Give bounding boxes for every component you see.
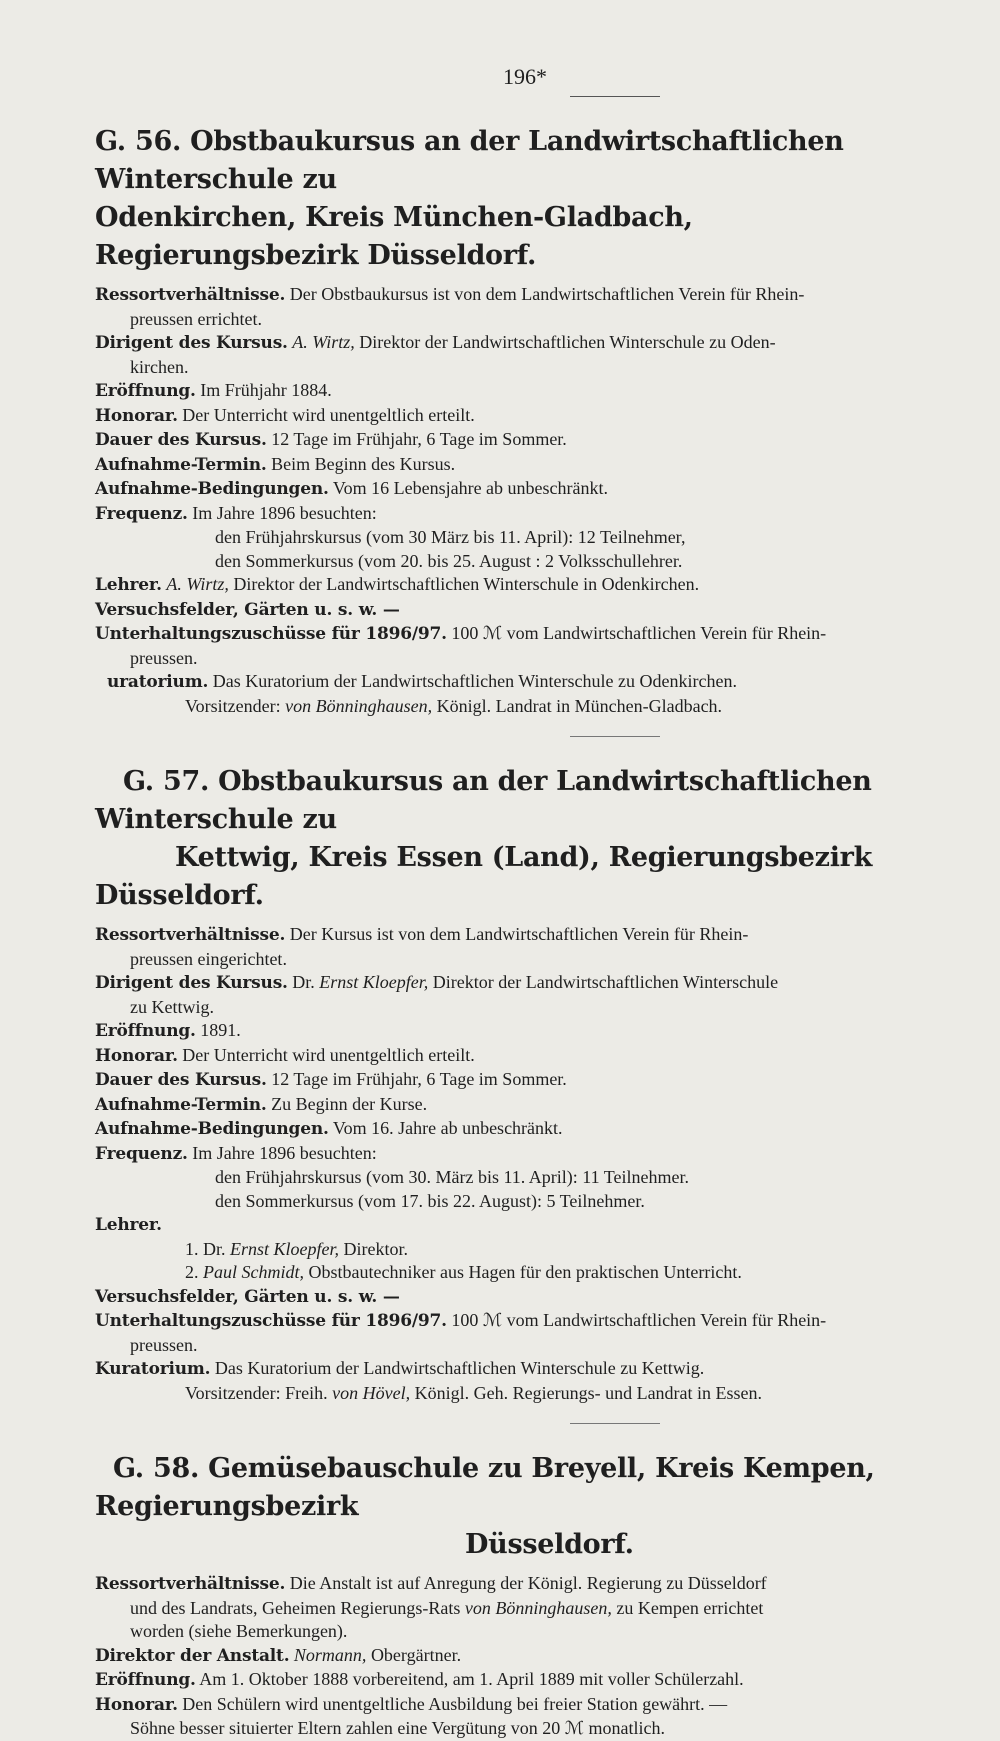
entry-text: Das Kuratorium der Landwirtschaftlichen Winterschule zu Kettwig. <box>214 1358 705 1378</box>
entry-key: Unterhaltungszuschüsse für 1896/97. <box>95 1311 447 1331</box>
section-separator <box>570 736 660 737</box>
bedingungen-entry <box>95 1117 955 1142</box>
bedingungen-entry <box>95 477 955 502</box>
versuch-entry <box>95 598 955 623</box>
person-name: Normann, <box>293 1644 367 1665</box>
entry-key: Ressortverhältnisse. <box>95 285 286 305</box>
section-g56 <box>95 123 955 718</box>
entry-key: Frequenz. <box>95 503 188 524</box>
zuschuss-entry <box>95 622 955 670</box>
entry-text: Vorsitzender: <box>185 695 281 716</box>
entry-key: Eröffnung. <box>95 1021 196 1041</box>
entry-text: Vorsitzender: Freih. <box>185 1382 328 1403</box>
termin-entry <box>95 1093 955 1118</box>
entry-key: Frequenz. <box>95 1143 188 1164</box>
entry-text: Am 1. Oktober 1888 vorbereitend, am 1. April 1889 mit voller Schülerzahl. <box>199 1669 744 1689</box>
entry-key: Dauer des Kursus. <box>95 430 267 450</box>
title-line-2: Kettwig, Kreis Essen (Land), Regierungsbezirk Düsseldorf. <box>95 842 873 911</box>
entry-text: Der Unterricht wird unentgeltlich erteilt. <box>182 1044 475 1065</box>
entry-text: Im Frühjahr 1884. <box>200 380 332 400</box>
zuschuss-entry <box>95 1309 955 1357</box>
entry-text: Den Schülern wird unentgeltliche Ausbildung bei freier Station gewährt. — <box>182 1693 728 1714</box>
entry-text: 12 Tage im Frühjahr, 6 Tage im Sommer. <box>271 429 567 449</box>
honorar-entry <box>95 404 955 429</box>
title-line-2: Odenkirchen, Kreis München-Gladbach, Regierungsbezirk Düsseldorf. <box>95 202 693 271</box>
entry-key: Dirigent des Kursus. <box>95 973 288 993</box>
entry-key: Eröffnung. <box>95 381 196 401</box>
entry-key: Honorar. <box>95 405 178 426</box>
entry-key: Aufnahme-Bedingungen. <box>95 479 329 499</box>
person-name: Ernst Kloepfer, <box>319 972 429 992</box>
person-name: A. Wirtz, <box>292 332 355 352</box>
entry-text: worden (siehe Bemerkungen). <box>130 1621 348 1641</box>
dauer-entry <box>95 1068 955 1093</box>
entry-text: preussen. <box>130 1334 198 1355</box>
entry-key: Lehrer. <box>95 575 162 595</box>
dirigent-entry <box>95 331 955 379</box>
entry-text: Königl. Landrat in München-Gladbach. <box>436 695 723 716</box>
lehrer-item <box>95 1261 955 1285</box>
kuratorium-entry <box>95 670 955 695</box>
entry-key: Versuchsfelder, Gärten u. s. w. — <box>95 1286 400 1307</box>
entry-text: 1. Dr. <box>185 1238 226 1259</box>
lehrer-item <box>95 1238 955 1262</box>
entry-text: zu Kempen errichtet <box>616 1597 764 1618</box>
versuch-entry <box>95 1285 955 1310</box>
entry-key: Unterhaltungszuschüsse für 1896/97. <box>95 624 447 644</box>
entry-text: zu Kettwig. <box>130 996 214 1017</box>
direktor-entry <box>95 1644 955 1669</box>
page-number: 196* <box>503 64 547 89</box>
entry-text: Direktor der Landwirtschaftlichen Winterschule zu Oden- <box>359 332 776 352</box>
entry-text: Im Jahre 1896 besuchten: <box>192 1142 377 1163</box>
entry-key: Honorar. <box>95 1045 178 1066</box>
entry-text: preussen eingerichtet. <box>130 948 287 969</box>
entry-text: Vom 16. Jahre ab unbeschränkt. <box>332 1118 563 1138</box>
entry-key: Eröffnung. <box>95 1670 196 1690</box>
frequenz-entry <box>95 1142 955 1167</box>
person-name: A. Wirtz, <box>166 574 229 594</box>
entry-key: Aufnahme-Termin. <box>95 1094 267 1115</box>
ressort-entry <box>95 1572 955 1644</box>
termin-entry <box>95 453 955 478</box>
entry-text: Die Anstalt ist auf Anregung der Königl. Regierung zu Düsseldorf <box>289 1573 767 1593</box>
entry-key: Aufnahme-Bedingungen. <box>95 1119 329 1139</box>
entry-key: Lehrer. <box>95 1215 162 1235</box>
person-name: Ernst Kloepfer, <box>230 1238 340 1259</box>
entry-text: Direktor der Landwirtschaftlichen Winterschule in Odenkirchen. <box>233 574 700 594</box>
entry-key: Kuratorium. <box>95 1359 211 1379</box>
entry-text: Zu Beginn der Kurse. <box>271 1093 428 1114</box>
entry-text: 100 ℳ vom Landwirtschaftlichen Verein für Rhein- <box>451 623 827 643</box>
frequenz-entry <box>95 502 955 527</box>
entry-text: preussen errichtet. <box>130 308 262 329</box>
entry-text: 2. <box>185 1262 199 1282</box>
entry-text: 100 ℳ vom Landwirtschaftlichen Verein für Rhein- <box>451 1310 827 1330</box>
section-separator <box>570 1423 660 1424</box>
entry-key: uratorium. <box>107 672 209 692</box>
section-g57 <box>95 763 955 1405</box>
frequenz-line: den Frühjahrskursus (vom 30 März bis 11. April): 12 Teilnehmer, <box>215 527 686 547</box>
entry-text: 12 Tage im Frühjahr, 6 Tage im Sommer. <box>271 1069 567 1089</box>
entry-text: Das Kuratorium der Landwirtschaftlichen Winterschule zu Odenkirchen. <box>212 671 737 691</box>
eroeffnung-entry <box>95 379 955 404</box>
entry-key: Dirigent des Kursus. <box>95 333 288 353</box>
section-title <box>95 1450 955 1564</box>
entry-text: und des Landrats, Geheimen Regierungs-Rats <box>130 1597 461 1618</box>
dirigent-entry <box>95 971 955 1019</box>
entry-key: Ressortverhältnisse. <box>95 1574 286 1594</box>
entry-text: 1891. <box>200 1020 241 1040</box>
section-g58 <box>95 1450 955 1741</box>
entry-key: Ressortverhältnisse. <box>95 925 286 945</box>
lehrer-entry <box>95 573 955 598</box>
entry-text: Der Kursus ist von dem Landwirtschaftlichen Verein für Rhein- <box>289 924 749 944</box>
section-title <box>95 763 955 915</box>
section-title <box>95 123 955 275</box>
entry-key: Aufnahme-Termin. <box>95 454 267 475</box>
honorar-entry <box>95 1693 955 1741</box>
eroeffnung-entry <box>95 1019 955 1044</box>
person-name: von Bönninghausen, <box>464 1597 612 1618</box>
ressort-entry <box>95 283 955 331</box>
ressort-entry <box>95 923 955 971</box>
title-line-1: G. 56. Obstbaukursus an der Landwirtschaftlichen Winterschule zu <box>95 126 844 195</box>
dauer-entry <box>95 428 955 453</box>
entry-key: Direktor der Anstalt. <box>95 1645 290 1666</box>
honorar-entry <box>95 1044 955 1069</box>
person-name: von Hövel, <box>332 1382 411 1403</box>
entry-text: Im Jahre 1896 besuchten: <box>192 502 377 523</box>
title-line-1: G. 58. Gemüsebauschule zu Breyell, Kreis Kempen, Regierungsbezirk <box>95 1453 875 1522</box>
eroeffnung-entry <box>95 1668 955 1693</box>
frequenz-line: den Frühjahrskursus (vom 30. März bis 11. April): 11 Teilnehmer. <box>215 1167 690 1187</box>
entry-key: Versuchsfelder, Gärten u. s. w. — <box>95 599 400 620</box>
lehrer-entry <box>95 1213 955 1238</box>
entry-text: Obergärtner. <box>370 1644 462 1665</box>
entry-text: Direktor. <box>343 1238 409 1259</box>
entry-key: Dauer des Kursus. <box>95 1070 267 1090</box>
frequenz-line: den Sommerkursus (vom 17. bis 22. August): 5 Teilnehmer. <box>215 1190 645 1211</box>
frequenz-line: den Sommerkursus (vom 20. bis 25. August : 2 Volksschullehrer. <box>215 550 683 571</box>
entry-text: Der Unterricht wird unentgeltlich erteilt. <box>182 404 475 425</box>
title-line-2: Düsseldorf. <box>465 1529 634 1560</box>
title-line-1: G. 57. Obstbaukursus an der Landwirtschaftlichen Winterschule zu <box>95 766 872 835</box>
entry-text: Beim Beginn des Kursus. <box>271 453 456 474</box>
entry-text: preussen. <box>130 647 198 668</box>
entry-text: Direktor der Landwirtschaftlichen Winterschule <box>432 972 779 992</box>
vorsitzender-line <box>95 1382 955 1406</box>
entry-key: Honorar. <box>95 1694 178 1715</box>
entry-text: Vom 16 Lebensjahre ab unbeschränkt. <box>332 478 609 498</box>
entry-text: Obstbautechniker aus Hagen für den praktischen Unterricht. <box>308 1262 742 1282</box>
kuratorium-entry <box>95 1357 955 1382</box>
person-name: Paul Schmidt, <box>203 1262 304 1282</box>
entry-text: kirchen. <box>130 356 189 377</box>
vorsitzender-line <box>95 695 955 719</box>
page-number-rule <box>570 96 660 97</box>
entry-text: Der Obstbaukursus ist von dem Landwirtschaftlichen Verein für Rhein- <box>289 284 805 304</box>
entry-text: Dr. <box>292 972 315 992</box>
entry-text: Königl. Geh. Regierungs- und Landrat in Essen. <box>414 1382 763 1403</box>
person-name: von Bönninghausen, <box>285 695 433 716</box>
entry-text: Söhne besser situierter Eltern zahlen eine Vergütung von 20 ℳ monatlich. <box>130 1718 665 1738</box>
